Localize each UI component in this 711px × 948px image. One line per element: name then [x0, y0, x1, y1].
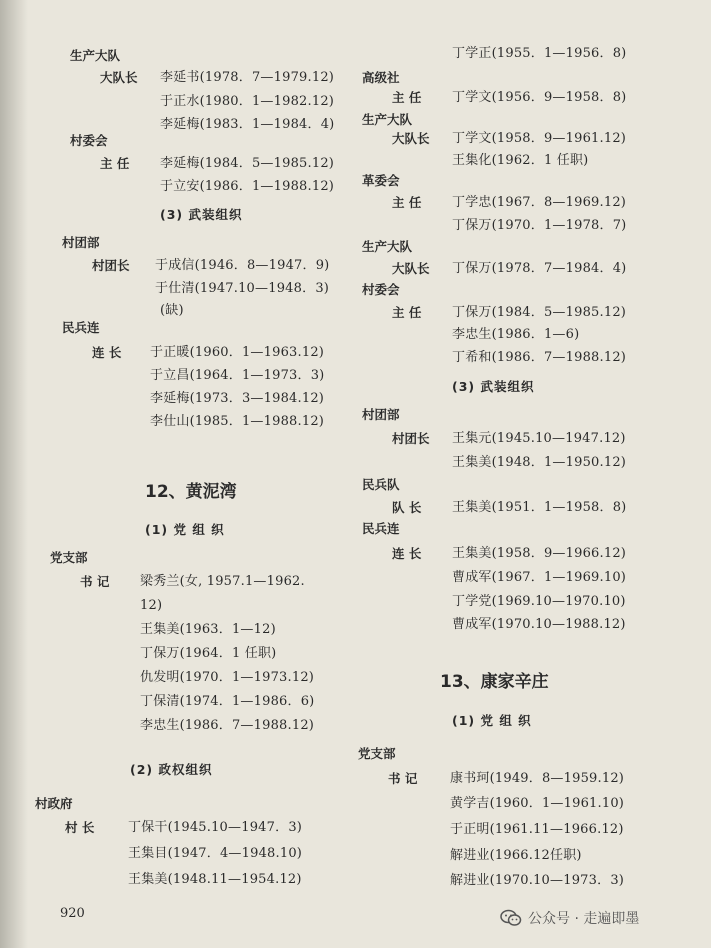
record-line: 王集目(1947．4—1948.10): [128, 846, 303, 861]
record-line: 丁学文(1958．9—1961.12): [452, 131, 627, 146]
title-group-leader: 村团长: [92, 258, 130, 273]
section-regime-organization: (2) 政权组织: [130, 762, 213, 777]
record-line: 于立昌(1964．1—1973．3): [150, 368, 325, 383]
record-line: 王集美(1958．9—1966.12): [452, 546, 627, 561]
record-line: 丁保万(1978．7—1984．4): [452, 261, 627, 276]
heading-brigade: 生产大队: [362, 239, 413, 254]
heading-brigade: 生产大队: [362, 112, 413, 127]
record-line: 曹成军(1967．1—1969.10): [452, 570, 627, 585]
record-line: 王集美(1951．1—1958．8): [452, 500, 627, 515]
record-line: 李忠生(1986．7—1988.12): [140, 718, 315, 733]
watermark-text: 公众号 · 走遍即墨: [528, 911, 640, 927]
title-company-commander: 连 长: [92, 345, 122, 360]
title-village-head: 村 长: [65, 820, 95, 835]
heading-advanced-coop: 高级社: [362, 70, 400, 85]
section-armed-organization: (3) 武装组织: [160, 207, 243, 222]
page-binding-shadow: [0, 0, 28, 948]
page-number: 920: [60, 906, 85, 921]
title-team-leader: 队 长: [392, 500, 422, 515]
record-line: 丁学正(1955．1—1956．8): [452, 46, 627, 61]
title-brigade-leader: 大队长: [100, 70, 138, 85]
title-director: 主 任: [392, 305, 422, 320]
record-line: 曹成军(1970.10—1988.12): [452, 617, 626, 632]
title-brigade-leader: 大队长: [392, 261, 430, 276]
record-line: 丁保万(1984．5—1985.12): [452, 305, 627, 320]
record-line: 于正暖(1960．1—1963.12): [150, 345, 325, 360]
record-line: 于正明(1961.11—1966.12): [450, 822, 624, 837]
record-line: 于立安(1986．1—1988.12): [160, 179, 335, 194]
heading-village-group: 村团部: [62, 235, 100, 250]
record-line: 李延梅(1973．3—1984.12): [150, 391, 325, 406]
record-line: 王集化(1962．1 任职): [452, 153, 589, 168]
record-line: 丁保万(1964．1 任职): [140, 646, 277, 661]
record-line: 黄学吉(1960．1—1961.10): [450, 796, 625, 811]
heading-militia-company: 民兵连: [62, 320, 100, 335]
record-line: 于仕清(1947.10—1948．3): [155, 281, 330, 296]
heading-revolutionary-committee: 革委会: [362, 173, 400, 188]
section-party-organization: (1) 党 组 织: [145, 522, 225, 537]
section-armed-organization: (3) 武装组织: [452, 379, 535, 394]
heading-village-committee: 村委会: [362, 282, 400, 297]
record-line: 王集美(1963．1—12): [140, 622, 276, 637]
heading-brigade: 生产大队: [70, 48, 121, 63]
record-line: 王集美(1948．1—1950.12): [452, 455, 627, 470]
title-group-leader: 村团长: [392, 431, 430, 446]
heading-village-group: 村团部: [362, 407, 400, 422]
record-line: 丁保清(1974．1—1986．6): [140, 694, 315, 709]
record-line: 丁学忠(1967．8—1969.12): [452, 195, 627, 210]
record-line: 李延梅(1983．1—1984．4): [160, 117, 335, 132]
wechat-icon: [500, 909, 522, 927]
record-line: 李仕山(1985．1—1988.12): [150, 414, 325, 429]
heading-party-branch: 党支部: [358, 746, 396, 761]
record-line: 于成信(1946．8—1947．9): [155, 258, 330, 273]
record-line: 康书珂(1949．8—1959.12): [450, 771, 625, 786]
title-director: 主 任: [392, 195, 422, 210]
title-director: 主 任: [392, 90, 422, 105]
record-line: 仇发明(1970．1—1973.12): [140, 670, 315, 685]
record-line: 12): [140, 598, 163, 613]
title-brigade-leader: 大队长: [392, 131, 430, 146]
record-line: 于正水(1980．1—1982.12): [160, 94, 335, 109]
heading-party-branch: 党支部: [50, 550, 88, 565]
record-line: 王集元(1945.10—1947.12): [452, 431, 626, 446]
record-line: (缺): [160, 303, 184, 318]
record-line: 李忠生(1986．1—6): [452, 327, 580, 342]
record-line: 李延书(1978．7—1979.12): [160, 70, 335, 85]
record-line: 丁保万(1970．1—1978．7): [452, 218, 627, 233]
village-title-12: 12、黄泥湾: [145, 482, 237, 502]
record-line: 王集美(1948.11—1954.12): [128, 872, 302, 887]
record-line: 解进业(1970.10—1973．3): [450, 873, 625, 888]
heading-militia-team: 民兵队: [362, 477, 400, 492]
record-line: 丁学党(1969.10—1970.10): [452, 594, 626, 609]
heading-militia-company: 民兵连: [362, 521, 400, 536]
section-party-organization: (1) 党 组 织: [452, 713, 532, 728]
title-secretary: 书 记: [80, 574, 110, 589]
record-line: 丁保干(1945.10—1947．3): [128, 820, 303, 835]
title-director: 主 任: [100, 156, 130, 171]
watermark: [500, 905, 639, 931]
title-secretary: 书 记: [388, 771, 418, 786]
record-line: 丁希和(1986．7—1988.12): [452, 350, 627, 365]
record-line: 解进业(1966.12任职): [450, 848, 582, 863]
village-title-13: 13、康家辛庄: [440, 672, 549, 692]
record-line: 丁学文(1956．9—1958．8): [452, 90, 627, 105]
heading-village-government: 村政府: [35, 796, 73, 811]
record-line: 李延梅(1984．5—1985.12): [160, 156, 335, 171]
title-company-commander: 连 长: [392, 546, 422, 561]
record-line: 梁秀兰(女, 1957.1—1962.: [140, 574, 305, 589]
heading-village-committee: 村委会: [70, 133, 108, 148]
